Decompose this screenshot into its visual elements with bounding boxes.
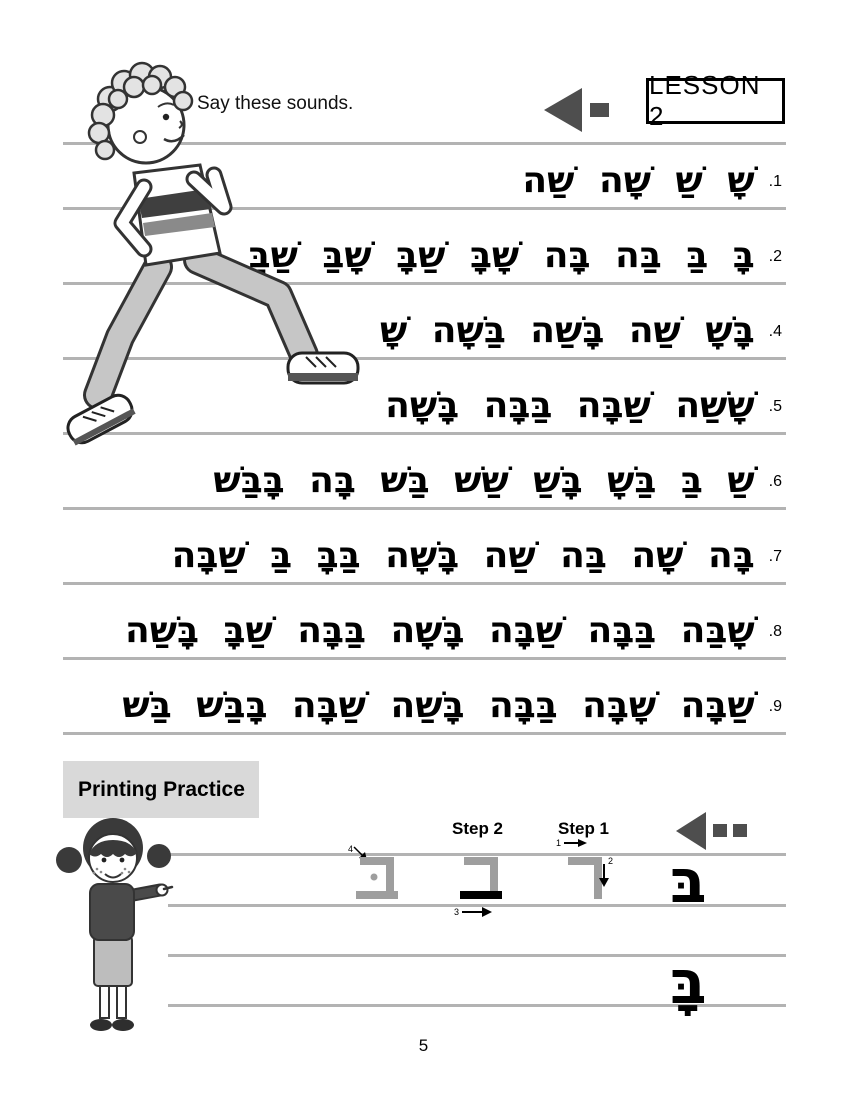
model-letter-bet: בּ bbox=[670, 847, 707, 917]
letter-formation-step1 bbox=[556, 838, 620, 906]
drill-hebrew-text: שָׁבַּה בַּבָּה שַׁבָּה בָּשָׁה בַּבָּה שַׁבָּ בָּשַׁה bbox=[124, 610, 755, 651]
lesson-label: LESSON 2 bbox=[649, 70, 761, 131]
drill-row bbox=[122, 685, 782, 726]
ruled-line bbox=[63, 507, 786, 510]
ruled-line bbox=[63, 582, 786, 585]
drill-hebrew-text: שָׁשַׁה שַׁבָּה בַּבָּה בָּשָׁה bbox=[385, 385, 755, 426]
stroke-number: 4 bbox=[348, 844, 354, 854]
drill-line-number: .1 bbox=[768, 173, 782, 191]
drill-hebrew-text: שַׁ בַּ בַּשָׁ בָּשַׁ שַׁשׁ בַּשׁ בָּה בָּבַּשׁ bbox=[213, 460, 755, 501]
drill-hebrew-text: בָּשָׁ שַׁה בָּשַׁה בַּשָׁה שָׁ bbox=[379, 310, 755, 351]
lesson-badge bbox=[646, 70, 785, 131]
ruled-line bbox=[63, 657, 786, 660]
stroke-number: 3 bbox=[454, 907, 460, 917]
drill-line-number: .4 bbox=[768, 323, 782, 341]
drill-row bbox=[380, 310, 782, 351]
letter-formation-complete bbox=[348, 843, 406, 911]
step-1-label: Step 1 bbox=[558, 819, 610, 838]
stroke-number: 1 bbox=[556, 838, 562, 848]
drill-row bbox=[213, 460, 782, 501]
pointing-girl-illustration bbox=[56, 810, 174, 1045]
drill-hebrew-text: שָׁ שַׁ שָׁה שַׁה bbox=[522, 160, 755, 201]
printing-practice-title: Printing Practice bbox=[78, 778, 245, 801]
drill-line-number: .7 bbox=[768, 548, 782, 566]
instruction-text: Say these sounds. bbox=[197, 93, 354, 114]
letter-formation-step2 bbox=[452, 843, 510, 921]
drill-hebrew-text: בָּ בַּ בַּה בָּה שָׁבָּ שַׁבָּ שָׁבַּ שַׁבַּ bbox=[248, 235, 755, 276]
left-arrow-icon bbox=[544, 88, 610, 132]
drill-line-number: .9 bbox=[768, 698, 782, 716]
dagesh-dot bbox=[371, 874, 378, 881]
left-arrow-icon bbox=[676, 812, 750, 850]
drill-hebrew-text: בָּה שָׁה בַּה שַׁה בָּשָׁה בַּבָּ בַּ שַׁבָּה bbox=[171, 535, 755, 576]
running-boy-illustration bbox=[48, 55, 393, 455]
page-number: 5 bbox=[418, 1036, 429, 1055]
step-2-label: Step 2 bbox=[452, 819, 504, 838]
drill-line-number: .6 bbox=[768, 473, 782, 491]
drill-row bbox=[125, 610, 782, 651]
drill-row bbox=[522, 160, 782, 201]
drill-row bbox=[385, 385, 782, 426]
drill-line-number: .2 bbox=[768, 248, 782, 266]
stroke-number: 2 bbox=[608, 856, 614, 866]
drill-line-number: .8 bbox=[768, 623, 782, 641]
drill-line-number: .5 bbox=[768, 398, 782, 416]
drill-row bbox=[172, 535, 782, 576]
drill-hebrew-text: שַׁבָּה שָׁבָּה בַּבָּה בָּשַׁה שַׁבָּה בָּבַּשׁ בַּשׁ bbox=[122, 685, 755, 726]
model-letter-bet-qamats: בָּ bbox=[670, 948, 707, 1018]
ruled-line bbox=[63, 732, 786, 735]
